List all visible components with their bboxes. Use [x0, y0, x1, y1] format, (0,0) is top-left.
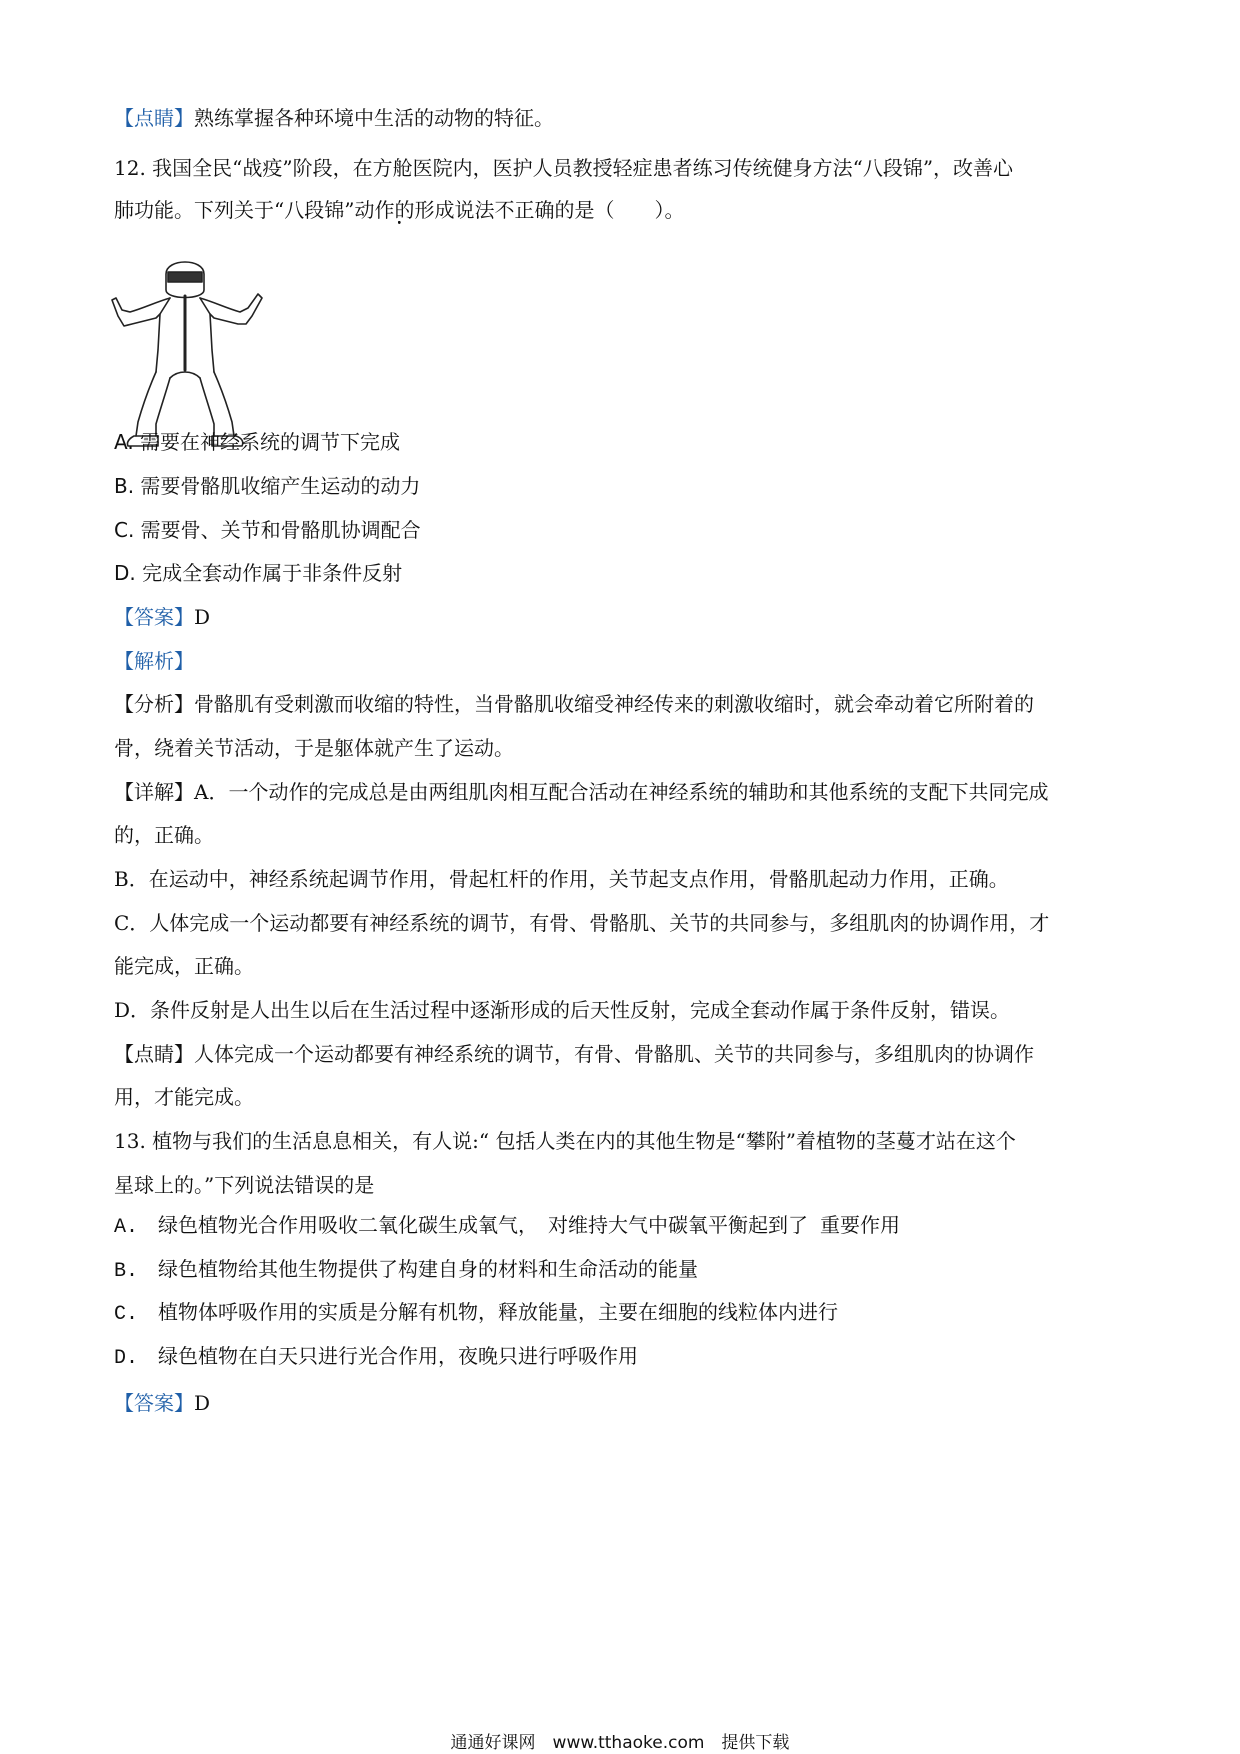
- question-12-line-2: [114, 198, 684, 222]
- xiangjie-tag: 【详解】: [114, 780, 194, 804]
- analysis-tag: 【解析】: [114, 649, 194, 673]
- answer-tag-13: 【答案】: [114, 1391, 194, 1415]
- xiangjie-line-6: D．条件反射是人出生以后在生活过程中逐渐形成的后天性反射，完成全套动作属于条件反射，错误。: [114, 998, 1011, 1022]
- question-13-line-2: 星球上的。”下列说法错误的是: [114, 1173, 375, 1197]
- dianjing-text-1: 人体完成一个运动都要有神经系统的调节，有骨、骨骼肌、关节的共同参与，多组肌肉的协调作: [194, 1042, 1034, 1066]
- xiangjie-line-2: 的，正确。: [114, 823, 214, 847]
- dianjing-tag: 【点睛】: [114, 1042, 194, 1066]
- xiangjie-line-5: 能完成，正确。: [114, 954, 254, 978]
- q13-option-d: D. 绿色植物在白天只进行光合作用，夜晚只进行呼吸作用: [114, 1347, 639, 1370]
- q13-option-a: A. 绿色植物光合作用吸收二氧化碳生成氧气， 对维持大气中碳氧平衡起到了 重要作用: [114, 1216, 901, 1239]
- q13-answer: [114, 1391, 210, 1415]
- emphasis-char: 确 •: [534, 198, 554, 222]
- dianjing-line-2: 用，才能完成。: [114, 1085, 254, 1109]
- xiangjie-line-4: C．人体完成一个运动都要有神经系统的调节，有骨、骨骼肌、关节的共同参与，多组肌肉的协调作用，才: [114, 911, 1050, 935]
- q12-answer: [114, 605, 210, 629]
- fenxi-tag: 【分析】: [114, 692, 194, 716]
- q12-option-d: D. 完成全套动作属于非条件反射: [114, 561, 403, 585]
- q12-option-b: B. 需要骨骼肌收缩产生运动的动力: [114, 474, 421, 498]
- emphasis-not-correct: [494, 198, 554, 222]
- analysis-header: [114, 649, 194, 673]
- xiangjie-line-1: [114, 780, 1048, 804]
- q12-option-c: C. 需要骨、关节和骨骼肌协调配合: [114, 518, 421, 542]
- xiangjie-line-3: B．在运动中，神经系统起调节作用，骨起杠杆的作用，关节起支点作用，骨骼肌起动力作用，正确。: [114, 867, 1009, 891]
- fenxi-line-1: [114, 692, 1034, 716]
- emphasis-chars: [494, 198, 554, 222]
- emphasis-char: 正 •: [514, 198, 534, 222]
- baduanjin-figure-illustration: [108, 252, 272, 452]
- emphasis-char: 不 •: [494, 198, 514, 222]
- q12-option-a: A. 需要在神经系统的调节下完成: [114, 430, 401, 454]
- q12-text-post: 的是（ ）。: [554, 198, 685, 222]
- xiangjie-text-1: A．一个动作的完成总是由两组肌肉相互配合活动在神经系统的辅助和其他系统的支配下共同完成: [194, 780, 1049, 804]
- question-13-line-1: 13. 植物与我们的生活息息相关，有人说:“ 包括人类在内的其他生物是“攀附”着植物的茎蔓才站在这个: [114, 1129, 1016, 1153]
- q12-text-pre: 肺功能。下列关于“八段锦”动作的形成说法: [114, 198, 495, 222]
- tip-line-1: [114, 106, 554, 130]
- answer-value-13: D: [194, 1391, 211, 1415]
- q13-option-c: C. 植物体呼吸作用的实质是分解有机物，释放能量，主要在细胞的线粒体内进行: [114, 1303, 839, 1326]
- q13-option-b: B. 绿色植物给其他生物提供了构建自身的材料和生命活动的能量: [114, 1260, 699, 1283]
- answer-value: D: [194, 605, 211, 629]
- footer-watermark: 通通好课网 www.tthaoke.com 提供下载: [450, 1733, 790, 1753]
- question-12-line-1: 12. 我国全民“战疫”阶段，在方舱医院内，医护人员教授轻症患者练习传统健身方法“八段锦”，改善心: [114, 156, 1014, 180]
- dianjing-line-1: [114, 1042, 1034, 1066]
- tip-tag: 【点睛】: [114, 106, 194, 130]
- tip-text: 熟练掌握各种环境中生活的动物的特征。: [194, 106, 554, 130]
- fenxi-line-2: 骨，绕着关节活动，于是躯体就产生了运动。: [114, 736, 514, 760]
- answer-tag: 【答案】: [114, 605, 194, 629]
- fenxi-text-1: 骨骼肌有受刺激而收缩的特性，当骨骼肌收缩受神经传来的刺激收缩时，就会牵动着它所附着的: [194, 692, 1034, 716]
